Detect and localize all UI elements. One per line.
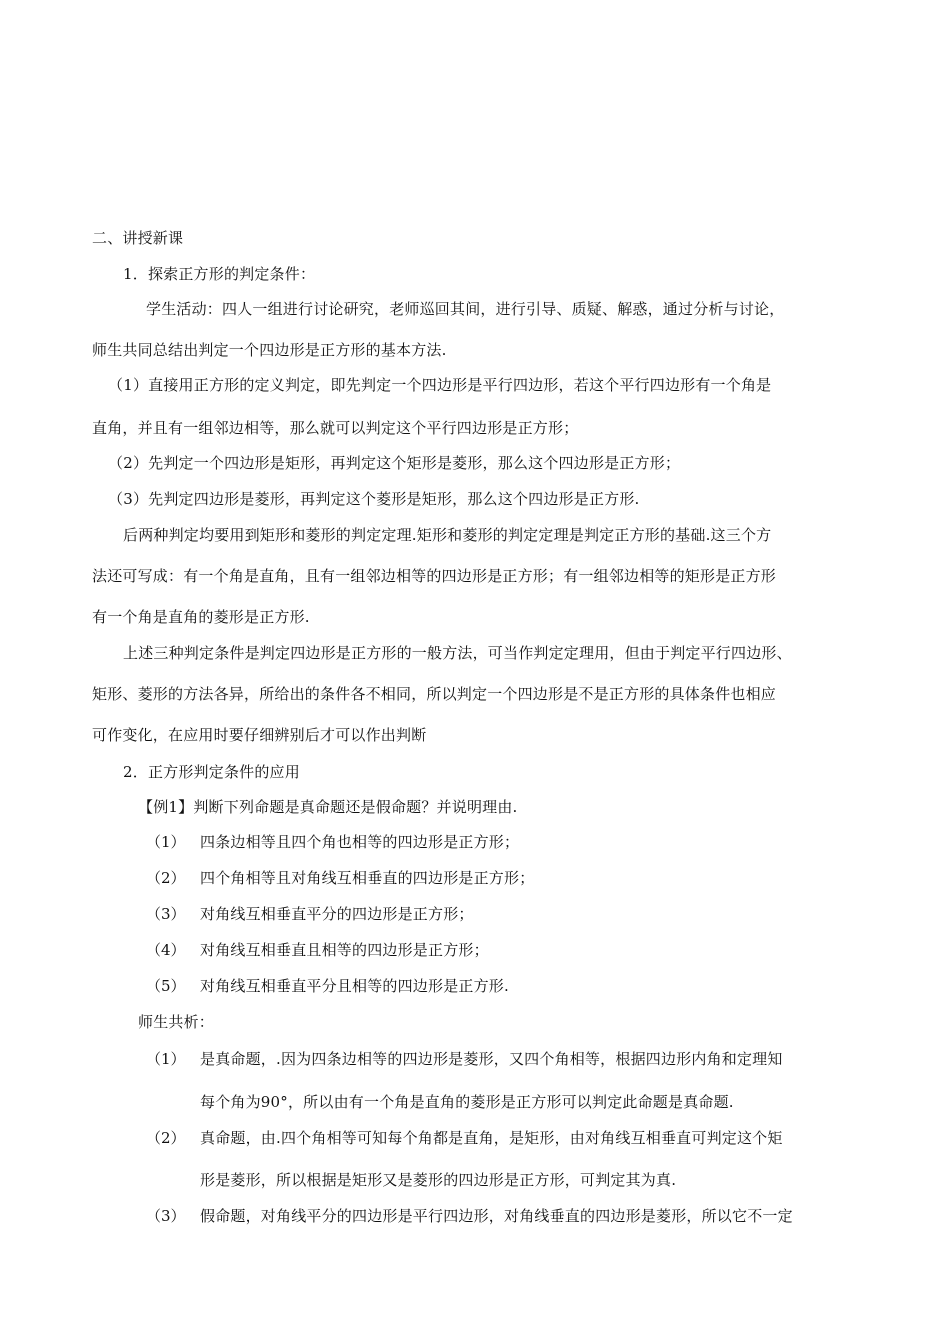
general-line-1: 上述三种判定条件是判定四边形是正方形的一般方法，可当作判定定理用，但由于判定平行四边形、 bbox=[123, 644, 792, 662]
analysis-1-number: （1） bbox=[146, 1050, 186, 1068]
analysis-1-line-2: 每个角为90°，所以由有一个角是直角的菱形是正方形可以判定此命题是真命题. bbox=[200, 1093, 734, 1111]
proposition-2-text: 四个角相等且对角线互相垂直的四边形是正方形； bbox=[200, 869, 535, 887]
analysis-2-line-2: 形是菱形，所以根据是矩形又是菱形的四边形是正方形，可判定其为真. bbox=[200, 1171, 677, 1189]
method-3: （3）先判定四边形是菱形，再判定这个菱形是矩形，那么这个四边形是正方形. bbox=[108, 490, 640, 508]
method-1-line-1: （1）直接用正方形的定义判定，即先判定一个四边形是平行四边形，若这个平行四边形有一个角是 bbox=[108, 376, 772, 394]
proposition-5-number: （5） bbox=[146, 977, 186, 995]
method-2: （2）先判定一个四边形是矩形，再判定这个矩形是菱形，那么这个四边形是正方形； bbox=[108, 454, 681, 472]
analysis-label: 师生共析： bbox=[138, 1013, 215, 1031]
proposition-4-number: （4） bbox=[146, 941, 186, 959]
method-1-line-2: 直角，并且有一组邻边相等，那么就可以判定这个平行四边形是正方形； bbox=[92, 419, 579, 437]
subsection-title-2: 2．正方形判定条件的应用 bbox=[123, 763, 300, 781]
activity-line-2: 师生共同总结出判定一个四边形是正方形的基本方法. bbox=[92, 341, 447, 359]
proposition-3-number: （3） bbox=[146, 905, 186, 923]
general-line-2: 矩形、菱形的方法各异，所给出的条件各不相同，所以判定一个四边形是不是正方形的具体条件也相应 bbox=[92, 685, 777, 703]
analysis-3-number: （3） bbox=[146, 1207, 186, 1225]
analysis-2-number: （2） bbox=[146, 1129, 186, 1147]
section-heading: 二、讲授新课 bbox=[92, 229, 184, 247]
analysis-2-line-1: 真命题，由.四个角相等可知每个角都是直角，是矩形，由对角线互相垂直可判定这个矩 bbox=[200, 1129, 783, 1147]
proposition-3-text: 对角线互相垂直平分的四边形是正方形； bbox=[200, 905, 474, 923]
proposition-1-number: （1） bbox=[146, 833, 186, 851]
analysis-1-line-1: 是真命题，.因为四条边相等的四边形是菱形，又四个角相等，根据四边形内角和定理知 bbox=[200, 1050, 783, 1068]
later-two-line-2: 法还可写成：有一个角是直角，且有一组邻边相等的四边形是正方形；有一组邻边相等的矩形是正方形 bbox=[92, 567, 777, 585]
proposition-2-number: （2） bbox=[146, 869, 186, 887]
later-two-line-3: 有一个角是直角的菱形是正方形. bbox=[92, 608, 310, 626]
later-two-line-1: 后两种判定均要用到矩形和菱形的判定定理.矩形和菱形的判定定理是判定正方形的基础.这三个方 bbox=[123, 526, 772, 544]
proposition-4-text: 对角线互相垂直且相等的四边形是正方形； bbox=[200, 941, 489, 959]
example-1-prompt: 【例1】判断下列命题是真命题还是假命题？并说明理由. bbox=[138, 798, 518, 816]
proposition-1-text: 四条边相等且四个角也相等的四边形是正方形； bbox=[200, 833, 520, 851]
analysis-3-line-1: 假命题，对角线平分的四边形是平行四边形，对角线垂直的四边形是菱形，所以它不一定 bbox=[200, 1207, 793, 1225]
general-line-3: 可作变化，在应用时要仔细辨别后才可以作出判断 bbox=[92, 726, 427, 744]
activity-line-1: 学生活动：四人一组进行讨论研究，老师巡回其间，进行引导、质疑、解惑，通过分析与讨论， bbox=[146, 300, 785, 318]
subsection-title-1: 1．探索正方形的判定条件： bbox=[123, 265, 316, 283]
proposition-5-text: 对角线互相垂直平分且相等的四边形是正方形. bbox=[200, 977, 509, 995]
